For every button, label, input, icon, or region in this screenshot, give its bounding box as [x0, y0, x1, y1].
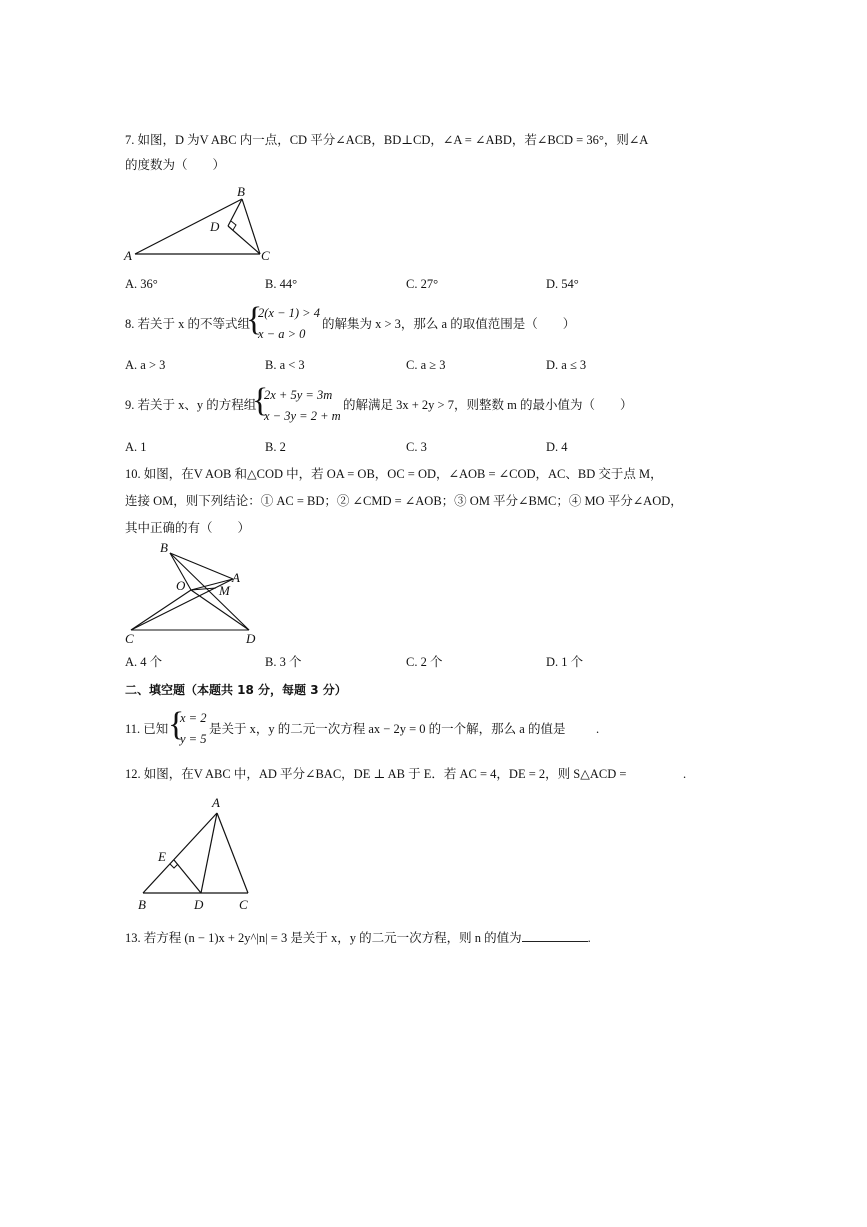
q7-option-c: C. 27°	[406, 277, 439, 291]
q12-text: 12. 如图，在V ABC 中，AD 平分∠BAC，DE ⊥ AB 于 E．若 AC = 4，DE = 2，则 S△ACD =	[125, 767, 627, 781]
q10-line3: 其中正确的有（ ）	[125, 521, 251, 535]
q8-row1: 2(x − 1) > 4	[258, 306, 320, 320]
q10-option-b: B. 3 个	[265, 655, 302, 669]
q8-option-b: B. a < 3	[265, 358, 305, 372]
q9-option-a: A. 1	[125, 440, 147, 454]
q12-label-E: E	[158, 849, 166, 864]
q9-option-d: D. 4	[546, 440, 568, 454]
q13-end: .	[587, 931, 591, 945]
q13-statement: 13. 若方程 (n − 1)x + 2y^|n| = 3 是关于 x，y 的二元一次方程，则 n 的值为	[125, 931, 522, 945]
q10-label-D: D	[246, 631, 256, 646]
q12-figure	[130, 795, 260, 915]
q11-prefix: 11. 已知	[125, 722, 169, 736]
q7-option-a: A. 36°	[125, 277, 158, 291]
q9-option-c: C. 3	[406, 440, 427, 454]
q10-figure	[120, 540, 270, 650]
q9-row1: 2x + 5y = 3m	[264, 388, 333, 402]
section-heading: 二、填空题（本题共 18 分，每题 3 分）	[125, 683, 347, 697]
q10-option-d: D. 1 个	[546, 655, 584, 669]
q11-suffix: 是关于 x，y 的二元一次方程 ax − 2y = 0 的一个解，那么 a 的值是	[209, 722, 566, 736]
q8-prefix: 8. 若关于 x 的不等式组	[125, 317, 251, 331]
q7-line1: 7. 如图，D 为V ABC 内一点，CD 平分∠ACB，BD⊥CD，∠A = ∠ABD，若∠BCD = 36°，则∠A	[125, 133, 649, 147]
q9-prefix: 9. 若关于 x、y 的方程组	[125, 398, 257, 412]
q7-option-b: B. 44°	[265, 277, 298, 291]
q8-suffix: 的解集为 x > 3，那么 a 的取值范围是（ ）	[322, 317, 576, 331]
q10-label-B: B	[160, 540, 168, 555]
q10-option-a: A. 4 个	[125, 655, 163, 669]
q10-option-c: C. 2 个	[406, 655, 443, 669]
q11-brace: {	[168, 706, 185, 743]
q7-label-C: C	[261, 248, 270, 263]
q7-figure	[120, 183, 280, 265]
q12-label-D: D	[194, 897, 204, 912]
q7-label-B: B	[237, 184, 245, 199]
q13-answer-blank[interactable]	[522, 929, 588, 942]
q10-line2: 连接 OM，则下列结论：① AC = BD；② ∠CMD = ∠AOB；③ OM 平分∠BMC；④ MO 平分∠AOD，	[125, 494, 683, 508]
q9-row2: x − 3y = 2 + m	[264, 409, 341, 423]
q9-brace: {	[252, 382, 269, 419]
q8-row2: x − a > 0	[258, 327, 306, 341]
q10-line1: 10. 如图，在V AOB 和△COD 中，若 OA = OB，OC = OD，∠AOB = ∠COD，AC、BD 交于点 M，	[125, 467, 663, 481]
q7-option-d: D. 54°	[546, 277, 579, 291]
q11-end: .	[596, 722, 600, 736]
q7-line2: 的度数为（ ）	[125, 158, 226, 172]
q7-label-D: D	[210, 219, 220, 234]
q8-brace: {	[246, 301, 263, 338]
q10-label-M: M	[219, 583, 230, 598]
q12-end: .	[683, 767, 687, 781]
q8-option-d: D. a ≤ 3	[546, 358, 587, 372]
q12-label-B: B	[138, 897, 146, 912]
q10-label-A: A	[232, 570, 240, 585]
q12-label-C: C	[239, 897, 248, 912]
q11-row2: y = 5	[180, 732, 207, 746]
q11-row1: x = 2	[180, 711, 207, 725]
q7-label-A: A	[124, 248, 132, 263]
q10-label-C: C	[125, 631, 134, 646]
q9-suffix: 的解满足 3x + 2y > 7，则整数 m 的最小值为（ ）	[343, 398, 633, 412]
q12-label-A: A	[212, 795, 220, 810]
q13-text	[125, 929, 591, 946]
q8-option-c: C. a ≥ 3	[406, 358, 446, 372]
q10-label-O: O	[176, 578, 186, 593]
q9-option-b: B. 2	[265, 440, 286, 454]
q8-option-a: A. a > 3	[125, 358, 166, 372]
